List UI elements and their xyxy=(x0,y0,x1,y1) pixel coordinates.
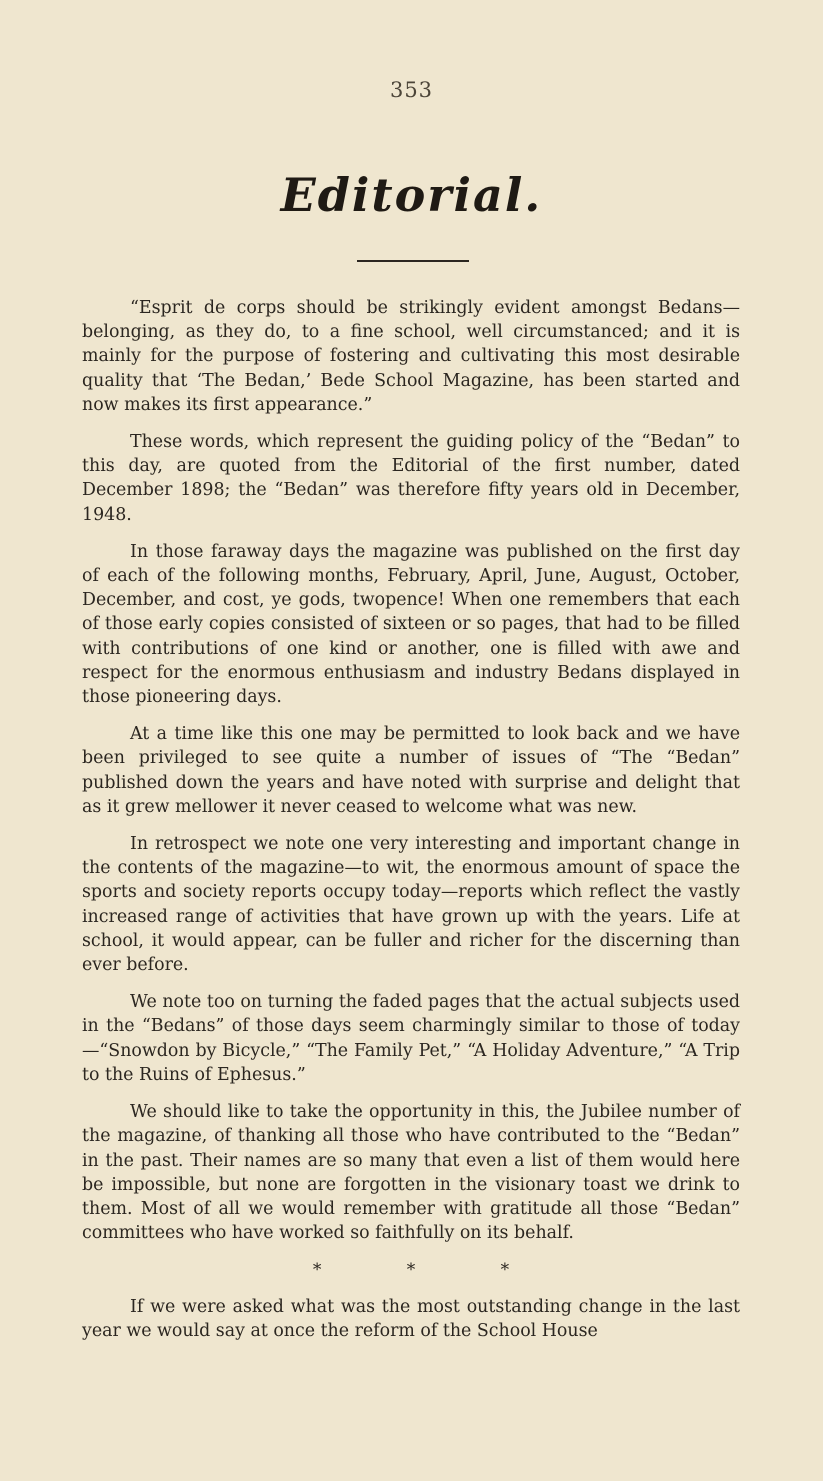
page-number: 353 xyxy=(389,78,434,102)
title-rule xyxy=(357,260,469,262)
paragraph-6: We note too on turning the faded pages that the actual subjects used in the “Bedans” of those days seem charmingly similar to those of today—“Snowdon by Bicycle,” “The Family Pet,” “A Holiday Adventure,” “A Trip to the Ruins of Ephesus.” xyxy=(82,992,740,1085)
paragraph-1: “Esprit de corps should be strikingly evident amongst Bedans—belonging, as they do, to a fine school, well circumstanced; and it is mainly for the purpose of fostering and cultivating this most desirable quality that ‘The Bedan,’ Bede School Magazine, has been started and now makes its first appearance.” xyxy=(82,298,740,415)
paragraph-2: These words, which represent the guiding policy of the “Bedan” to this day, are quoted from the Editorial of the first number, dated December 1898; the “Bedan” was therefore fifty years old in December, 1948. xyxy=(82,432,740,525)
section-separator: * * * xyxy=(312,1260,510,1281)
editorial-body xyxy=(82,296,740,1356)
paragraph-4: At a time like this one may be permitted to look back and we have been privileged to see quite a number of issues of “The “Bedan” published down the years and have noted with surprise and delight that as it grew mellower it never ceased to welcome what was new. xyxy=(82,724,740,817)
closing-paragraph: If we were asked what was the most outstanding change in the last year we would say at once the reform of the School House xyxy=(82,1296,740,1341)
page-title: Editorial. xyxy=(280,168,543,222)
paragraph-7: We should like to take the opportunity in this, the Jubilee number of the magazine, of thanking all those who have contributed to the “Bedan” in the past. Their names are so many that even a list of them would here be impossible, but none are forgotten in the visionary toast we drink to them. Most of all we would remember with gratitude all those “Bedan” committees who have worked so faithfully on its behalf. xyxy=(82,1102,740,1244)
paragraph-3: In those faraway days the magazine was published on the first day of each of the following months, February, April, June, August, October, December, and cost, ye gods, twopence! When one remembers that each of those early copies consisted of sixteen or so pages, that had to be filled with contributions of one kind or another, one is filled with awe and respect for the enormous enthusiasm and industry Bedans displayed in those pioneering days. xyxy=(82,541,740,708)
paragraph-5: In retrospect we note one very interesting and important change in the contents of the magazine—to wit, the enormous amount of space the sports and society reports occupy today—reports which reflect the vastly increased range of activities that have grown up with the years. Life at school, it would appear, can be fuller and richer for the discerning than ever before. xyxy=(82,834,740,976)
